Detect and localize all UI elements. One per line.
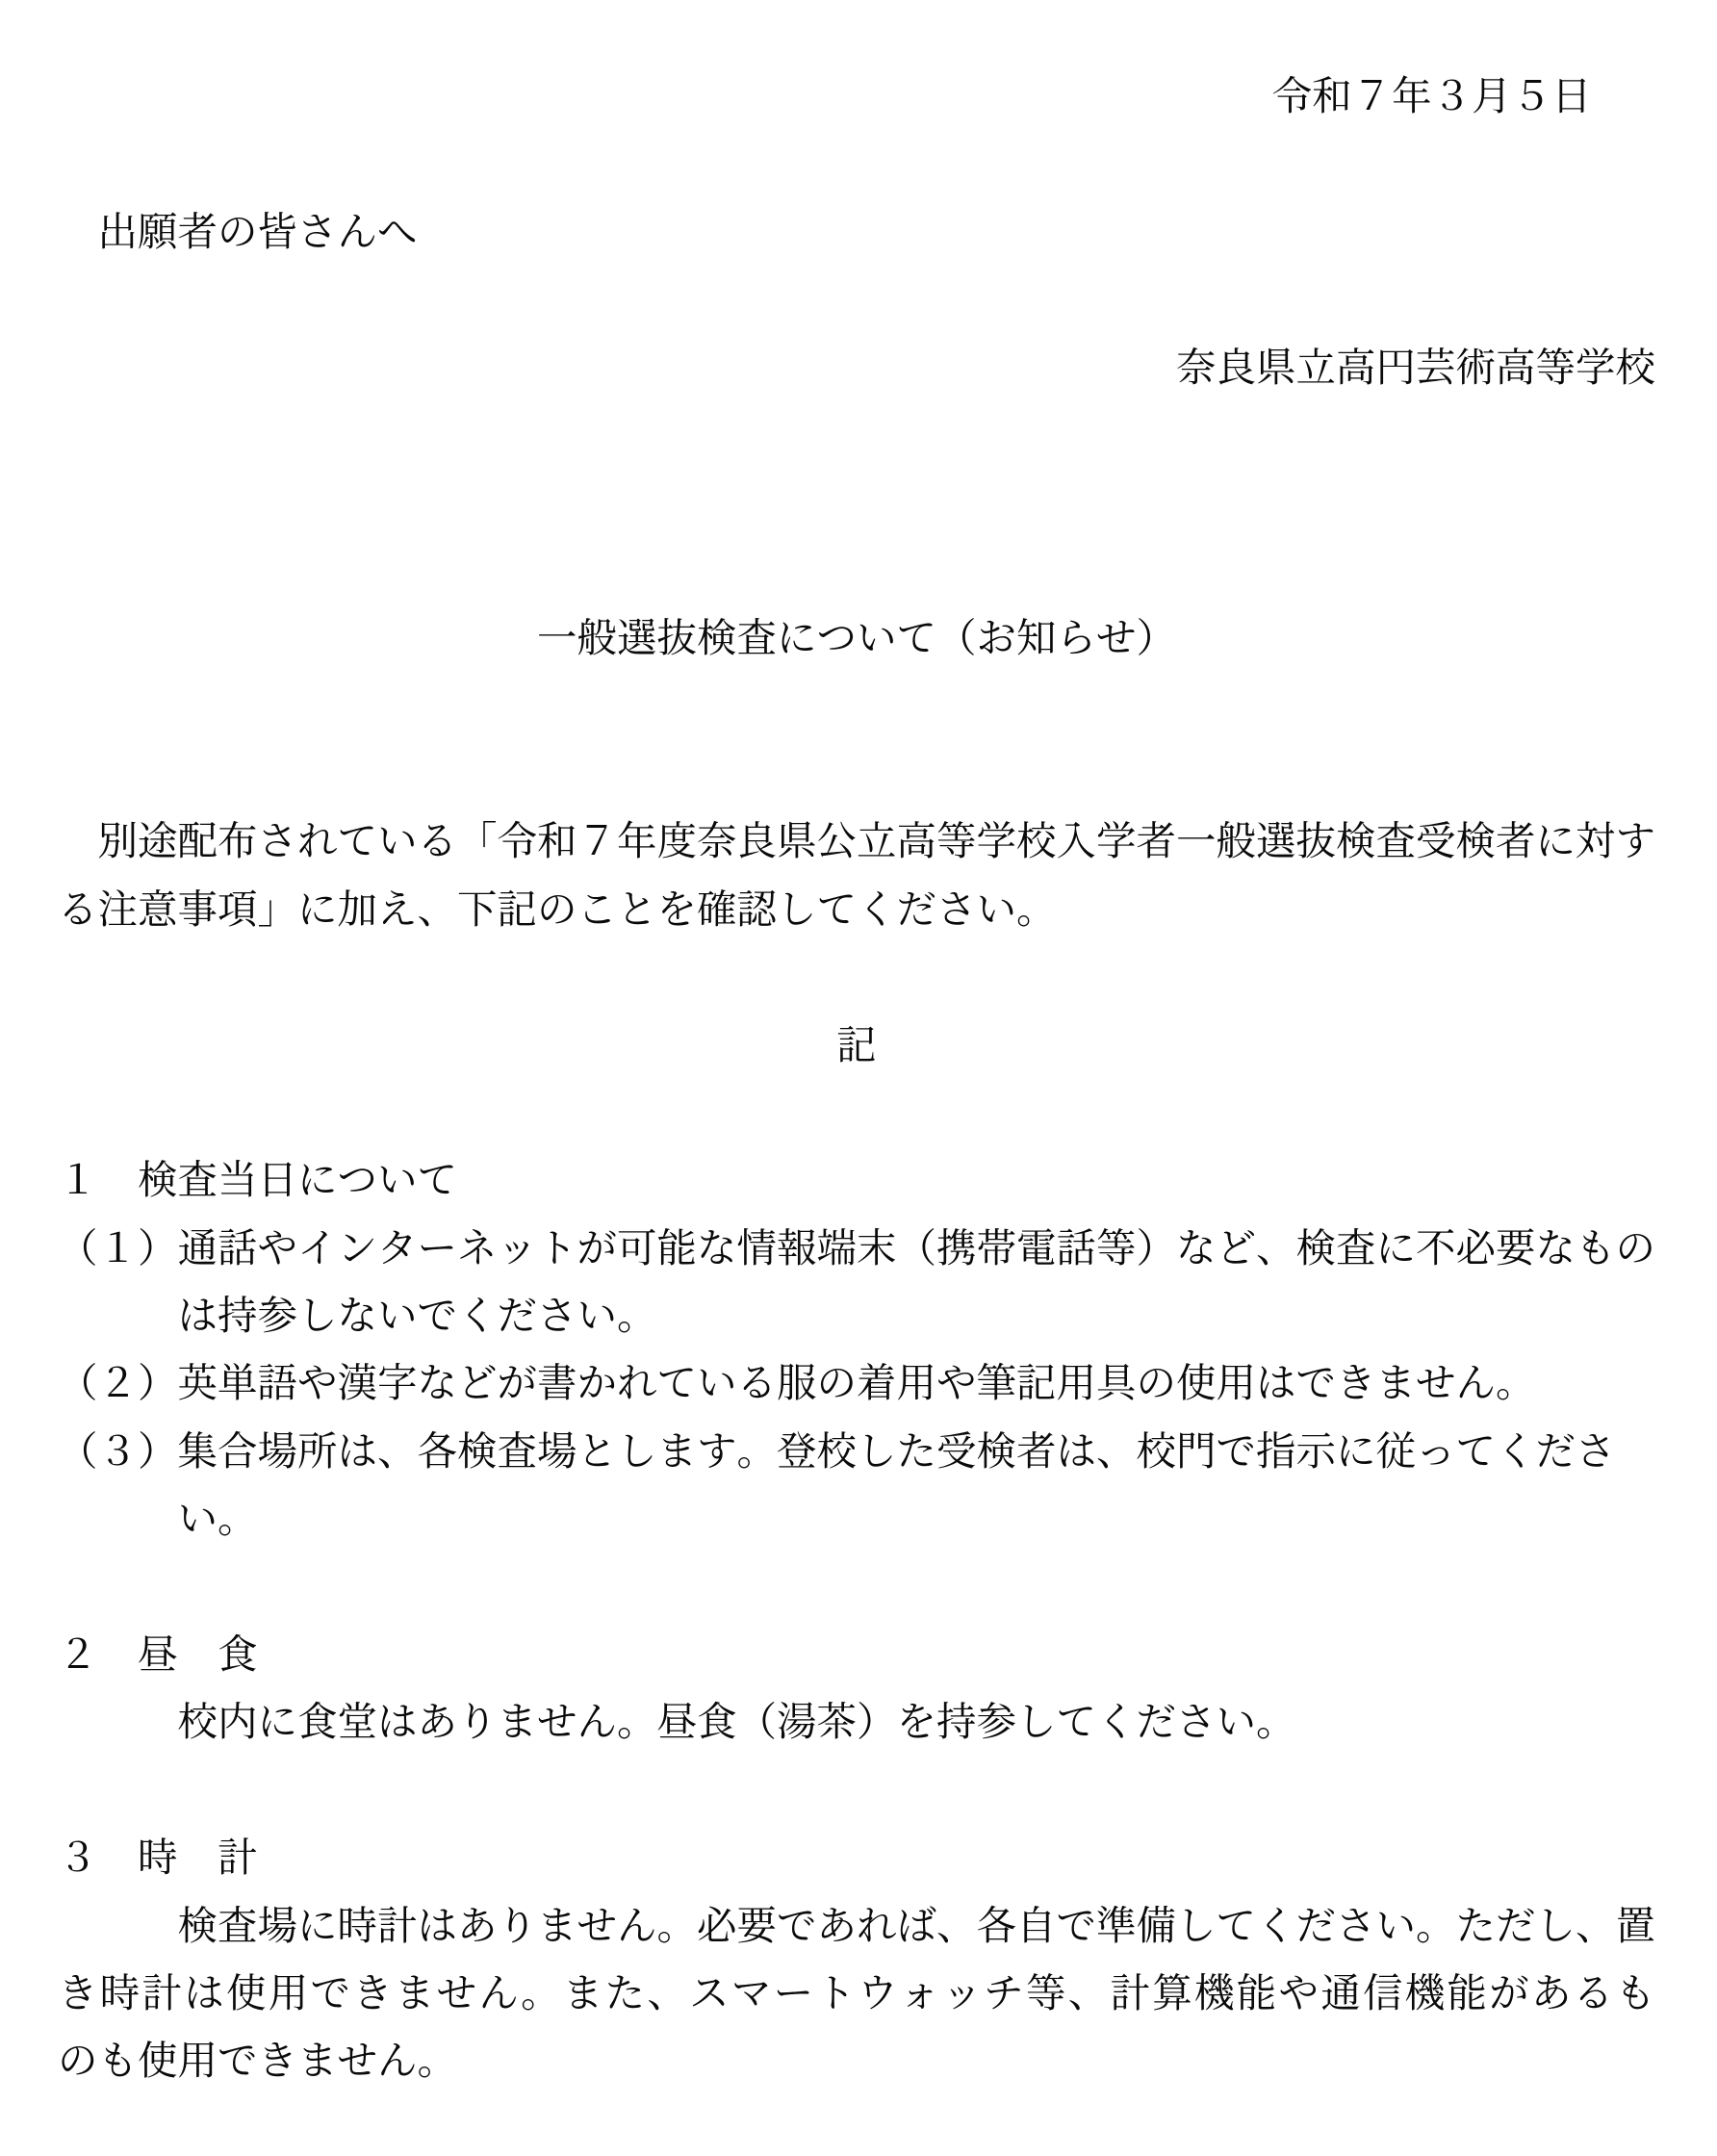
item-line [58,1215,1655,1282]
section-heading-text: 検査当日について [138,1156,458,1204]
list-item-1 [58,1215,1655,1350]
section-1 [58,1146,1655,1553]
section-2 [58,1621,1655,1757]
sender-school: 奈良県立高円芸術高等学校 [1175,343,1655,391]
item-continuation: は持参しないでください。 [177,1292,657,1340]
item-line [58,1418,1655,1485]
section-3-heading [58,1824,1655,1891]
item-marker: （３） [58,1426,178,1475]
section-number: ３ [58,1834,98,1882]
section-body-line-1: 校内に食堂はありません。昼食（湯茶）を持参してください。 [177,1698,1296,1746]
ki-heading: 記 [836,1020,877,1068]
document-body [58,63,1658,2095]
section-heading-text: 時 計 [138,1834,258,1882]
section-number: ２ [58,1630,98,1679]
intro-line-2: る注意事項」に加え、下記のことを確認してください。 [58,885,1057,933]
notice-title: 一般選抜検査について（お知らせ） [536,614,1176,662]
item-marker: （２） [58,1359,178,1407]
section-number: １ [58,1156,98,1204]
item-line [58,1349,1655,1417]
item-text: 英単語や漢字などが書かれている服の着用や筆記用具の使用はできません。 [177,1359,1536,1407]
item-text: 集合場所は、各検査場とします。登校した受検者は、校門で指示に従ってくださ [177,1426,1616,1475]
section-body-line-2: き時計は使用できません。また、スマートウォッチ等、計算機能や通信機能があるも [58,1968,1658,2016]
section-heading-text: 昼 食 [138,1630,258,1679]
section-2-heading [58,1621,1655,1688]
section-3 [58,1824,1658,2095]
section-body-line-3: のも使用できません。 [58,2037,458,2085]
issue-date: 令和７年３月５日 [1271,72,1592,119]
item-continuation: い。 [177,1495,258,1543]
intro-line-1: 別途配布されている「令和７年度奈良県公立高等学校入学者一般選抜検査受検者に対す [97,817,1656,865]
addressee: 出願者の皆さんへ [97,207,418,255]
list-item-3 [58,1418,1655,1553]
list-item-2 [58,1349,1655,1417]
item-marker: （１） [58,1223,178,1271]
item-text: 通話やインターネットが可能な情報端末（携帯電話等）など、検査に不必要なもの [177,1223,1656,1271]
section-body-line-1: 検査場に時計はありません。必要であれば、各自で準備してください。ただし、置 [177,1901,1656,1949]
section-1-heading [58,1146,1655,1214]
intro-paragraph [58,808,1655,943]
